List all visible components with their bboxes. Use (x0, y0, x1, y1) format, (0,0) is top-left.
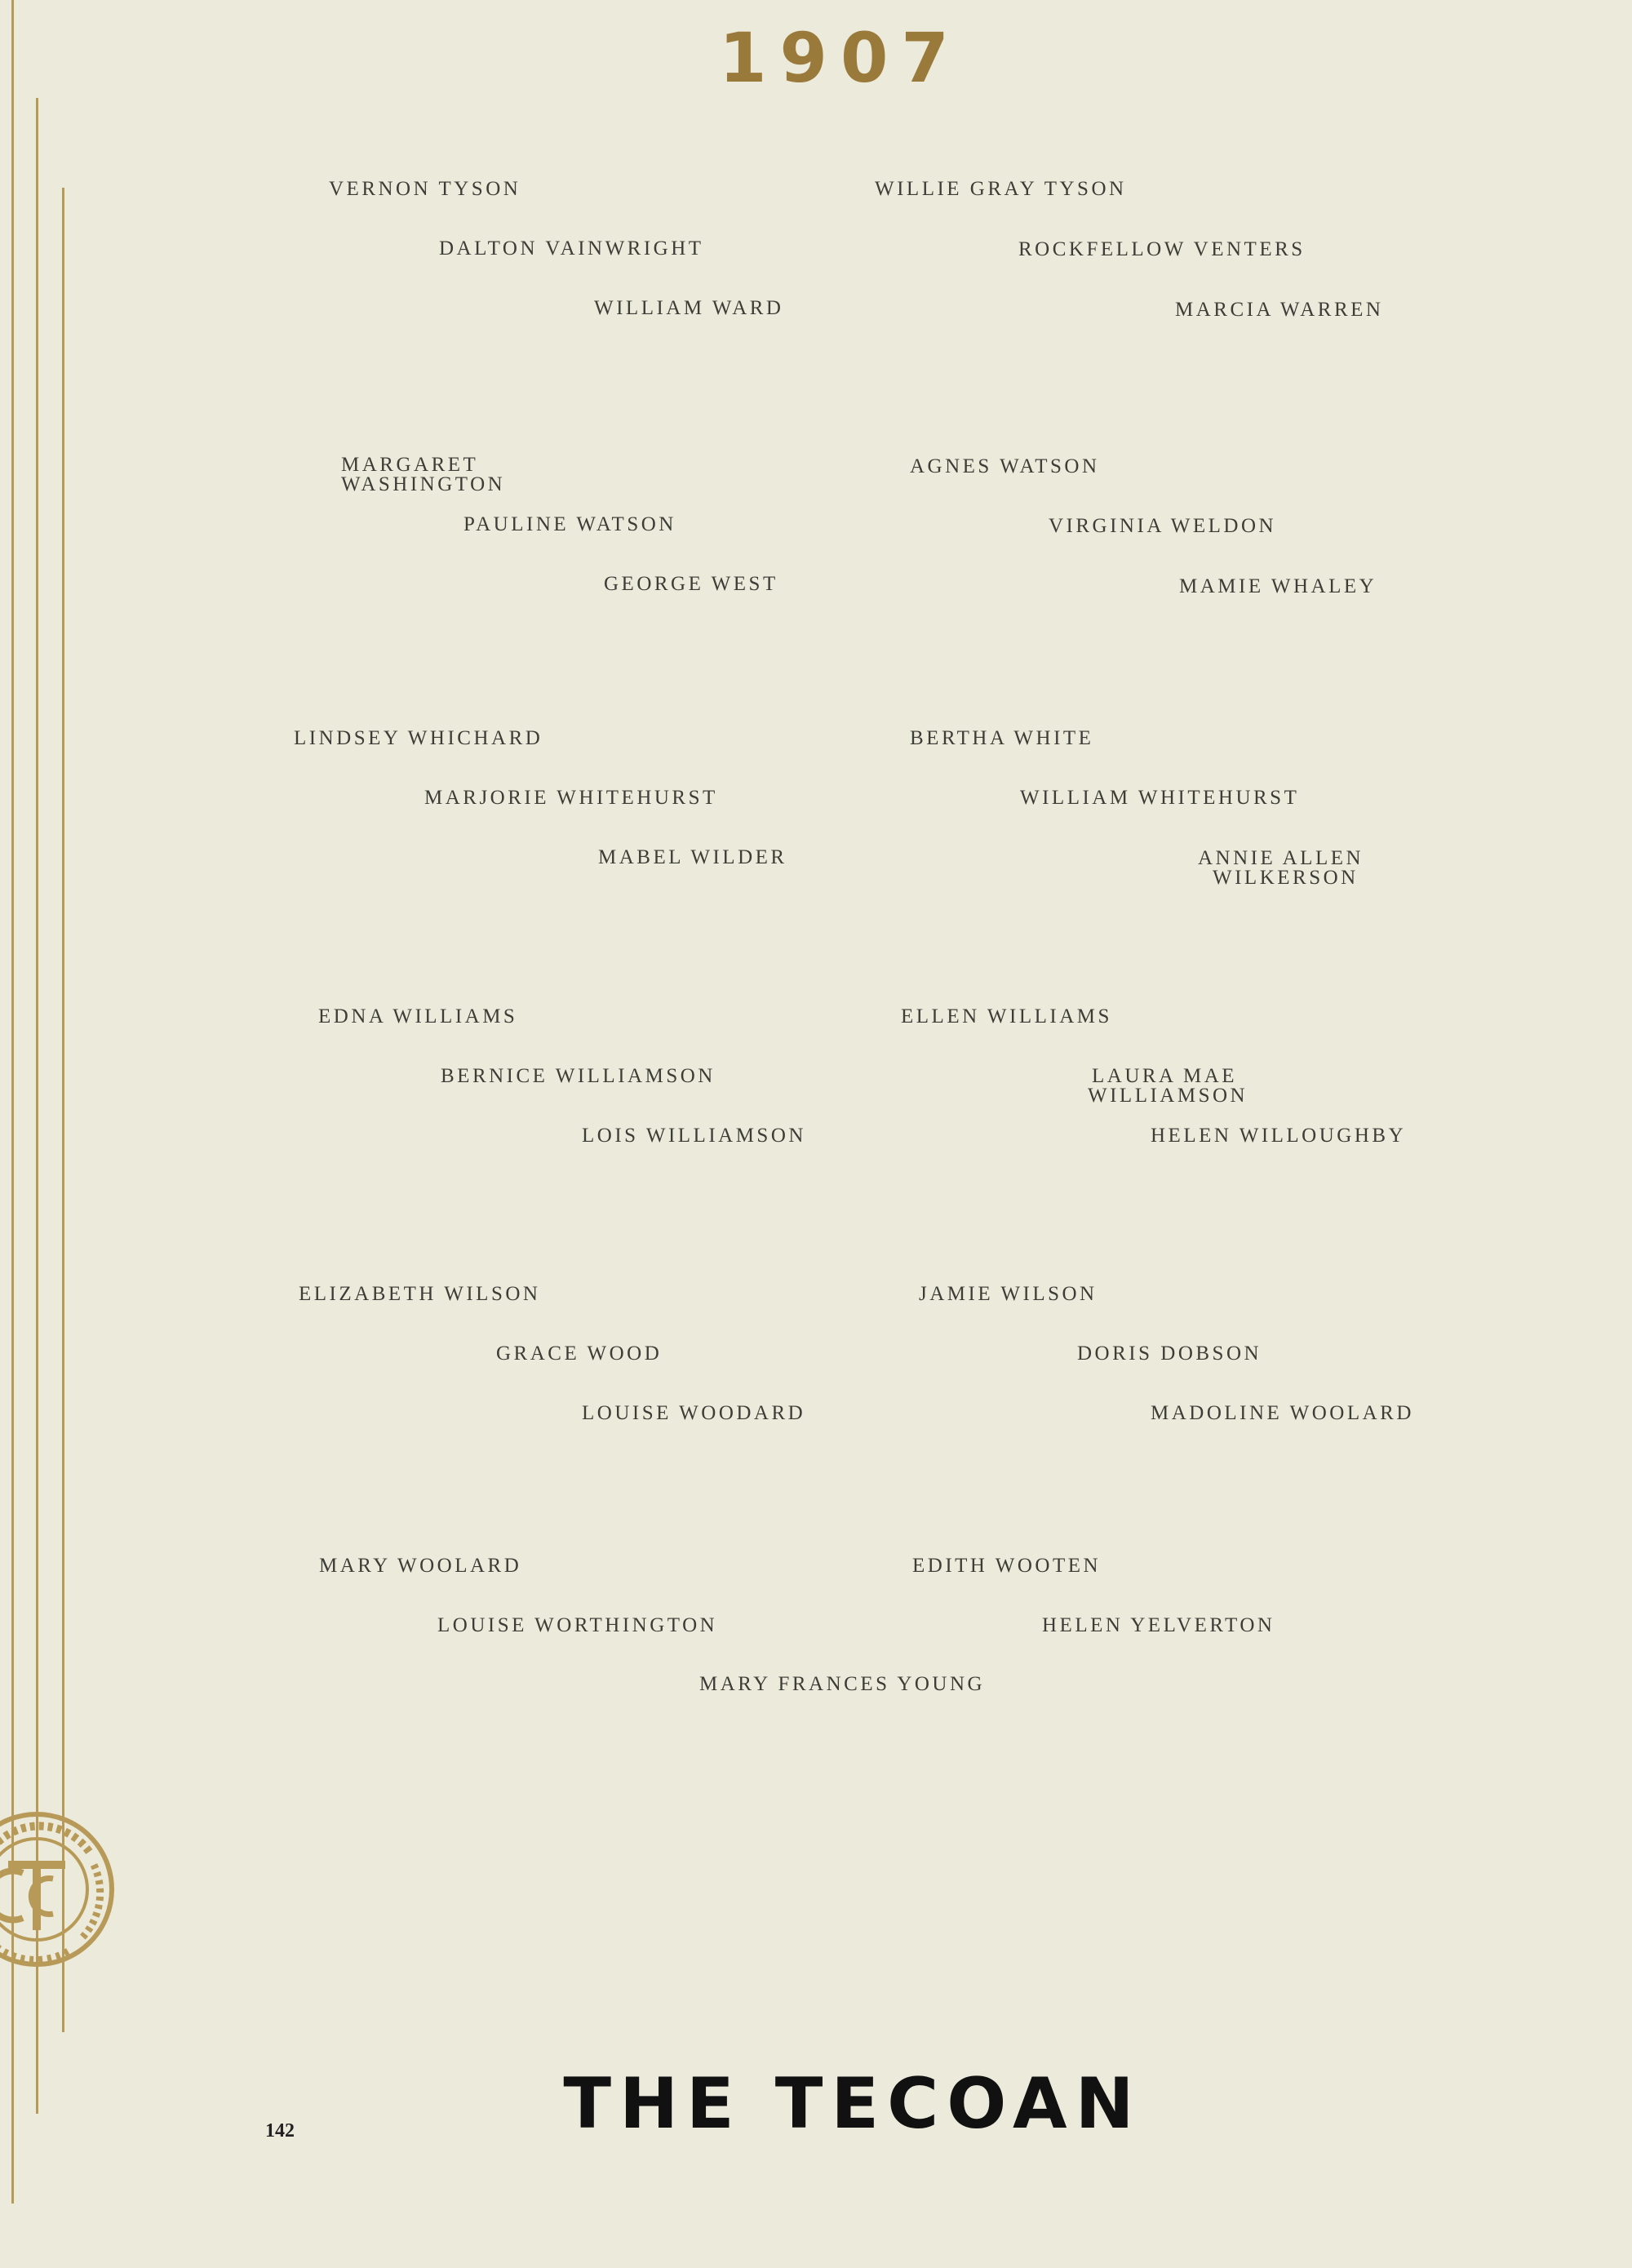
student-name: ELLEN WILLIAMS (901, 1005, 1112, 1027)
student-name: EDNA WILLIAMS (318, 1005, 518, 1027)
student-name: WILLIAM WHITEHURST (1020, 787, 1300, 809)
student-name-line: WASHINGTON (341, 473, 506, 495)
student-name-line: WILLIAMSON (1088, 1085, 1248, 1107)
student-name: VIRGINIA WELDON (1049, 515, 1277, 537)
student-name: DORIS DOBSON (1077, 1343, 1262, 1365)
student-name: HELEN WILLOUGHBY (1151, 1125, 1407, 1147)
publication-title: THE TECOAN (563, 2063, 1142, 2145)
student-name: BERTHA WHITE (910, 727, 1094, 749)
student-name (341, 475, 505, 494)
student-name (1092, 1067, 1237, 1085)
student-name: LOUISE WORTHINGTON (437, 1614, 718, 1636)
student-name: MARY WOOLARD (319, 1555, 522, 1577)
student-name: MARJORIE WHITEHURST (424, 787, 718, 809)
student-name (1088, 1086, 1248, 1105)
student-name: MAMIE WHALEY (1179, 575, 1377, 597)
college-seal-icon (0, 1804, 131, 1979)
student-name: LOIS WILLIAMSON (582, 1125, 806, 1147)
student-name: LOUISE WOODARD (582, 1402, 806, 1424)
border-rule (62, 188, 64, 2032)
student-name: DALTON VAINWRIGHT (439, 237, 704, 260)
student-name: GEORGE WEST (604, 573, 778, 595)
student-name: MADOLINE WOOLARD (1151, 1402, 1414, 1424)
student-name: JAMIE WILSON (919, 1283, 1098, 1305)
student-name (1198, 849, 1364, 868)
student-name: GRACE WOOD (496, 1343, 663, 1365)
student-name-line: MARGARET (341, 454, 479, 476)
student-name: MARCIA WARREN (1175, 299, 1384, 321)
student-name-line: WILKERSON (1213, 867, 1359, 889)
student-name: WILLIE GRAY TYSON (875, 178, 1127, 200)
student-name: VERNON TYSON (329, 178, 521, 200)
student-name: WILLIAM WARD (594, 297, 784, 319)
student-name-line: LAURA MAE (1092, 1065, 1238, 1087)
student-name: ELIZABETH WILSON (299, 1283, 541, 1305)
year-heading: 1907 (719, 18, 962, 98)
student-name (1213, 868, 1359, 887)
student-name: LINDSEY WHICHARD (294, 727, 543, 749)
student-name: AGNES WATSON (910, 455, 1100, 477)
student-name: MABEL WILDER (598, 846, 787, 868)
student-name: BERNICE WILLIAMSON (441, 1065, 716, 1087)
page-number: 142 (265, 2120, 295, 2142)
student-name-line: ANNIE ALLEN (1198, 847, 1364, 869)
student-name: ROCKFELLOW VENTERS (1018, 238, 1306, 260)
student-name: HELEN YELVERTON (1042, 1614, 1275, 1636)
student-name: EDITH WOOTEN (912, 1555, 1102, 1577)
student-name (341, 455, 478, 474)
student-name: PAULINE WATSON (463, 513, 676, 535)
student-name: MARY FRANCES YOUNG (699, 1673, 986, 1695)
